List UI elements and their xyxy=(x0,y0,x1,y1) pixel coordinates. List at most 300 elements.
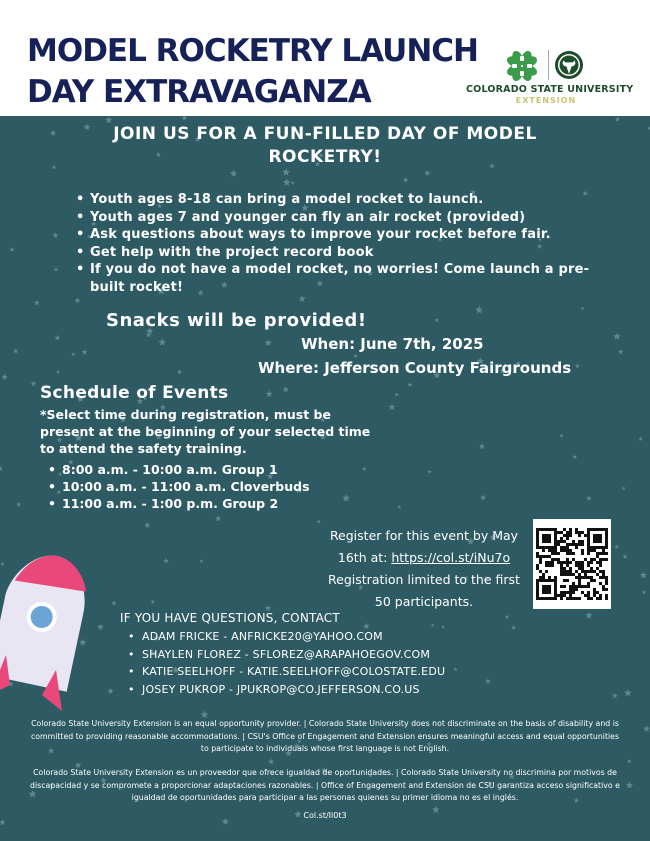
qr-module xyxy=(599,570,602,573)
qr-module xyxy=(563,567,566,570)
event-date: When: June 7th, 2025 xyxy=(301,335,484,353)
nondiscrimination-statement-spanish: Colorado State University Extension es un proveedor que ofrece igualdad de oportunidades. | Colorado State University no discrimina por motivos de discapacidad y se compromete a proporcionar adaptaciones razonables. | Office of Engagement and Extension de CSU garantiza acceso significativo e igualdad de oportunidades para participar a las personas quienes su primer idioma no es el inglés. xyxy=(30,768,620,802)
qr-module xyxy=(557,543,560,546)
star-shape xyxy=(201,711,209,719)
qr-module xyxy=(584,570,587,573)
qr-module xyxy=(569,588,572,591)
logo-extension-text: EXTENSION xyxy=(515,96,577,105)
qr-module xyxy=(560,546,563,549)
qr-module xyxy=(554,588,557,591)
qr-module xyxy=(563,561,566,564)
logo-divider xyxy=(548,50,549,80)
qr-module xyxy=(581,531,584,534)
qr-module xyxy=(578,579,581,582)
star-shape xyxy=(431,623,435,627)
qr-module xyxy=(602,570,605,573)
star-shape xyxy=(199,559,203,563)
star-shape xyxy=(230,170,238,177)
qr-module xyxy=(563,540,566,543)
qr-module xyxy=(587,564,590,567)
star-shape xyxy=(52,232,58,238)
qr-module xyxy=(551,552,554,555)
qr-module xyxy=(569,528,572,531)
qr-module xyxy=(542,540,545,543)
star-shape xyxy=(479,443,485,449)
qr-module xyxy=(593,588,596,591)
qr-module xyxy=(536,534,539,537)
qr-module xyxy=(548,597,551,600)
star-shape xyxy=(428,470,432,474)
qr-module xyxy=(605,546,608,549)
qr-module xyxy=(590,579,593,582)
qr-module xyxy=(572,585,575,588)
qr-module xyxy=(566,573,569,576)
star-shape xyxy=(362,466,367,470)
schedule-item: • 8:00 a.m. - 10:00 a.m. Group 1 xyxy=(48,461,310,478)
qr-module xyxy=(584,534,587,537)
star-shape xyxy=(623,554,628,559)
qr-module xyxy=(605,576,608,579)
qr-module xyxy=(536,597,539,600)
schedule-heading: Schedule of Events xyxy=(40,383,229,403)
qr-module xyxy=(542,591,545,594)
qr-module xyxy=(578,564,581,567)
star-shape xyxy=(0,466,3,471)
qr-module xyxy=(566,534,569,537)
qr-module xyxy=(593,591,596,594)
star-shape xyxy=(282,168,290,176)
qr-module xyxy=(593,540,596,543)
star-shape xyxy=(299,295,306,302)
qr-module xyxy=(593,594,596,597)
qr-module xyxy=(590,597,593,600)
qr-module xyxy=(590,558,593,561)
qr-module xyxy=(605,588,608,591)
star-shape xyxy=(158,338,166,345)
qr-module xyxy=(587,552,590,555)
qr-module xyxy=(539,576,542,579)
qr-module xyxy=(581,591,584,594)
qr-module xyxy=(578,582,581,585)
qr-module xyxy=(554,531,557,534)
qr-module xyxy=(548,549,551,552)
qr-module xyxy=(599,558,602,561)
qr-module xyxy=(548,561,551,564)
star-shape xyxy=(403,177,408,182)
registration-info xyxy=(324,525,524,613)
qr-module xyxy=(575,576,578,579)
qr-module xyxy=(542,546,545,549)
qr-module xyxy=(602,549,605,552)
qr-module xyxy=(605,540,608,543)
intro-headline: JOIN US FOR A FUN-FILLED DAY OF MODEL ROCKETRY! xyxy=(113,124,537,167)
star-shape xyxy=(342,494,350,501)
qr-module xyxy=(551,561,554,564)
qr-module xyxy=(554,537,557,540)
qr-module xyxy=(542,555,545,558)
qr-module xyxy=(536,591,539,594)
qr-module xyxy=(542,537,545,540)
qr-module xyxy=(605,582,608,585)
qr-module xyxy=(584,558,587,561)
four-leaf-clover-icon xyxy=(502,46,542,86)
qr-module xyxy=(569,585,572,588)
star-shape xyxy=(612,693,618,698)
qr-module xyxy=(548,564,551,567)
qr-module xyxy=(596,567,599,570)
qr-module xyxy=(593,528,596,531)
star-shape xyxy=(52,165,57,169)
contact-item: • ADAM FRICKE - ANFRICKE20@YAHOO.COM xyxy=(128,628,445,646)
qr-module xyxy=(539,558,542,561)
qr-module xyxy=(587,543,590,546)
qr-module xyxy=(566,579,569,582)
schedule-note: *Select time during registration, must be present at the beginning of your selected time to attend the safety training. xyxy=(40,407,371,456)
qr-module xyxy=(587,594,590,597)
snacks-note: Snacks will be provided! xyxy=(106,310,367,331)
qr-module xyxy=(566,552,569,555)
qr-module xyxy=(545,546,548,549)
qr-module xyxy=(551,564,554,567)
list-item: • Youth ages 7 and younger can fly an air rocket (provided) xyxy=(76,209,596,227)
star-shape xyxy=(82,349,88,355)
star-shape xyxy=(144,522,150,528)
qr-module xyxy=(590,567,593,570)
schedule-item: • 10:00 a.m. - 11:00 a.m. Cloverbuds xyxy=(48,478,310,495)
qr-module xyxy=(602,588,605,591)
qr-module xyxy=(554,543,557,546)
star-shape xyxy=(581,306,585,310)
qr-module xyxy=(593,570,596,573)
qr-module xyxy=(548,585,551,588)
star-shape xyxy=(177,369,182,374)
qr-module xyxy=(578,531,581,534)
qr-module xyxy=(554,552,557,555)
qr-module xyxy=(560,567,563,570)
star-shape xyxy=(613,333,621,340)
qr-module xyxy=(542,576,545,579)
qr-module xyxy=(548,546,551,549)
qr-module xyxy=(605,558,608,561)
qr-module xyxy=(569,561,572,564)
qr-module xyxy=(590,561,593,564)
qr-module xyxy=(542,528,545,531)
rocket-illustration xyxy=(0,535,86,715)
star-shape xyxy=(642,590,646,594)
qr-module xyxy=(551,528,554,531)
star-shape xyxy=(107,688,113,694)
qr-module xyxy=(605,579,608,582)
qr-module xyxy=(536,594,539,597)
csu-ram-seal-icon xyxy=(554,50,584,80)
qr-module xyxy=(536,567,539,570)
qr-module xyxy=(563,570,566,573)
qr-module xyxy=(536,588,539,591)
qr-module xyxy=(602,558,605,561)
qr-module xyxy=(590,528,593,531)
qr-module xyxy=(545,570,548,573)
qr-module xyxy=(599,534,602,537)
star-shape xyxy=(1,374,7,380)
qr-module xyxy=(587,561,590,564)
qr-module xyxy=(554,546,557,549)
qr-module xyxy=(581,549,584,552)
star-shape xyxy=(618,349,624,354)
qr-module xyxy=(545,585,548,588)
qr-module xyxy=(605,534,608,537)
star-shape xyxy=(283,386,289,392)
qr-module xyxy=(554,576,557,579)
qr-module xyxy=(566,558,569,561)
qr-module xyxy=(587,597,590,600)
qr-module xyxy=(536,537,539,540)
qr-module xyxy=(575,531,578,534)
footer-short-link[interactable]: Col.st/Il0t3 xyxy=(303,811,347,820)
qr-module xyxy=(551,549,554,552)
qr-module xyxy=(563,591,566,594)
star-shape xyxy=(9,247,14,252)
star-shape xyxy=(151,600,155,604)
qr-module xyxy=(578,543,581,546)
qr-module xyxy=(557,561,560,564)
qr-module xyxy=(572,582,575,585)
star-shape xyxy=(395,393,399,397)
qr-module xyxy=(539,555,542,558)
qr-module xyxy=(548,576,551,579)
qr-module xyxy=(560,573,563,576)
star-shape xyxy=(266,390,273,397)
star-shape xyxy=(54,267,58,271)
qr-module xyxy=(596,540,599,543)
qr-module xyxy=(587,576,590,579)
qr-module xyxy=(542,573,545,576)
qr-module xyxy=(599,576,602,579)
qr-module xyxy=(545,528,548,531)
page-title-line-2: DAY EXTRAVAGANZA xyxy=(27,74,371,110)
qr-module xyxy=(596,561,599,564)
qr-module xyxy=(542,579,545,582)
qr-module xyxy=(587,585,590,588)
star-shape xyxy=(626,781,633,788)
qr-module xyxy=(545,591,548,594)
qr-module xyxy=(578,534,581,537)
qr-module xyxy=(569,549,572,552)
qr-module xyxy=(536,552,539,555)
qr-module xyxy=(599,594,602,597)
qr-module xyxy=(593,549,596,552)
qr-module xyxy=(539,579,542,582)
qr-module xyxy=(599,546,602,549)
star-shape xyxy=(283,178,291,186)
qr-module xyxy=(554,585,557,588)
qr-module xyxy=(536,546,539,549)
registration-deadline-text: Register for this event by May 16th at: xyxy=(329,528,519,565)
star-shape xyxy=(112,601,117,606)
qr-module xyxy=(569,573,572,576)
qr-module xyxy=(581,540,584,543)
qr-module xyxy=(566,549,569,552)
qr-module xyxy=(581,567,584,570)
list-item: • Ask questions about ways to improve your rocket before fair. xyxy=(76,226,596,244)
qr-module xyxy=(539,546,542,549)
star-shape xyxy=(56,370,60,374)
qr-module xyxy=(560,564,563,567)
qr-module xyxy=(587,537,590,540)
qr-module xyxy=(572,552,575,555)
qr-module xyxy=(587,540,590,543)
qr-module xyxy=(542,534,545,537)
qr-module xyxy=(536,528,539,531)
qr-module xyxy=(584,585,587,588)
qr-module xyxy=(536,579,539,582)
registration-limit-text: Registration limited to the first 50 participants. xyxy=(328,572,520,609)
qr-module xyxy=(566,591,569,594)
qr-module xyxy=(554,540,557,543)
qr-module xyxy=(548,534,551,537)
qr-module xyxy=(548,591,551,594)
star-shape xyxy=(475,306,483,314)
star-shape xyxy=(55,335,61,340)
qr-module xyxy=(596,537,599,540)
qr-module xyxy=(569,594,572,597)
list-item: • Youth ages 8-18 can bring a model rocket to launch. xyxy=(76,191,596,209)
qr-module xyxy=(605,597,608,600)
contact-item: • SHAYLEN FLOREZ - SFLOREZ@ARAPAHOEGOV.COM xyxy=(128,646,445,664)
qr-module xyxy=(566,570,569,573)
star-shape xyxy=(268,759,274,765)
qr-module xyxy=(539,561,542,564)
star-shape xyxy=(388,404,395,411)
qr-module xyxy=(566,597,569,600)
qr-module xyxy=(605,528,608,531)
qr-module xyxy=(536,555,539,558)
qr-module xyxy=(536,543,539,546)
qr-module xyxy=(575,543,578,546)
activity-bullet-list xyxy=(76,191,596,296)
qr-module xyxy=(548,555,551,558)
qr-module xyxy=(596,534,599,537)
qr-module xyxy=(563,573,566,576)
qr-module xyxy=(563,585,566,588)
qr-module xyxy=(566,543,569,546)
star-shape xyxy=(13,348,18,353)
qr-module xyxy=(575,585,578,588)
qr-module xyxy=(584,594,587,597)
qr-module xyxy=(563,579,566,582)
qr-module xyxy=(557,594,560,597)
qr-module xyxy=(575,528,578,531)
qr-module xyxy=(545,564,548,567)
qr-module xyxy=(599,561,602,564)
qr-module xyxy=(542,549,545,552)
qr-module xyxy=(578,585,581,588)
qr-module xyxy=(593,558,596,561)
nondiscrimination-statement-english: Colorado State University Extension is an equal opportunity provider. | Colorado State University does not discriminate on the basis of disability and is committed to providing reasonable accommodations. | CSU's Office of Engagement and Extension ensures meaningful access and equal opportunities to participate to individuals whose first language is not English. xyxy=(30,719,620,753)
star-shape xyxy=(615,117,620,122)
star-shape xyxy=(163,558,169,563)
qr-module xyxy=(581,570,584,573)
qr-module xyxy=(587,591,590,594)
qr-module xyxy=(551,558,554,561)
qr-module xyxy=(599,552,602,555)
qr-module xyxy=(548,528,551,531)
qr-module xyxy=(566,537,569,540)
qr-module xyxy=(572,597,575,600)
qr-module xyxy=(563,546,566,549)
qr-module xyxy=(542,588,545,591)
qr-module xyxy=(605,537,608,540)
star-shape xyxy=(627,759,632,764)
qr-module xyxy=(596,552,599,555)
star-shape xyxy=(215,515,221,521)
qr-module xyxy=(545,537,548,540)
contact-item: • JOSEY PUKROP - JPUKROP@CO.JEFFERSON.CO.US xyxy=(128,681,445,699)
qr-module xyxy=(602,576,605,579)
star-shape xyxy=(585,612,592,619)
qr-module xyxy=(560,561,563,564)
qr-code-icon[interactable] xyxy=(533,519,611,609)
star-shape xyxy=(480,495,486,501)
contact-list xyxy=(128,628,445,698)
qr-module xyxy=(590,546,593,549)
qr-module xyxy=(554,594,557,597)
qr-module xyxy=(593,534,596,537)
star-shape xyxy=(97,624,104,630)
qr-module xyxy=(563,549,566,552)
star-shape xyxy=(265,339,272,346)
star-shape xyxy=(640,572,647,579)
qr-module xyxy=(569,543,572,546)
qr-module xyxy=(569,567,572,570)
qr-module xyxy=(575,588,578,591)
contact-heading: IF YOU HAVE QUESTIONS, CONTACT xyxy=(120,611,340,625)
qr-module xyxy=(554,597,557,600)
page-title-line-1: MODEL ROCKETRY LAUNCH xyxy=(27,33,478,69)
qr-module xyxy=(575,564,578,567)
qr-module xyxy=(569,534,572,537)
qr-module xyxy=(536,564,539,567)
qr-module xyxy=(566,561,569,564)
qr-module xyxy=(572,573,575,576)
qr-module xyxy=(578,573,581,576)
star-shape xyxy=(586,495,592,500)
qr-module xyxy=(587,549,590,552)
star-shape xyxy=(575,364,580,369)
qr-module xyxy=(554,582,557,585)
star-shape xyxy=(16,502,21,507)
qr-module xyxy=(545,579,548,582)
qr-module xyxy=(557,531,560,534)
event-location: Where: Jefferson County Fairgrounds xyxy=(258,359,572,377)
qr-module xyxy=(596,573,599,576)
qr-module xyxy=(599,564,602,567)
star-shape xyxy=(624,689,632,696)
qr-module xyxy=(590,570,593,573)
qr-code-graphic xyxy=(533,519,611,609)
star-shape xyxy=(71,352,75,356)
qr-module xyxy=(539,570,542,573)
qr-module xyxy=(566,531,569,534)
star-shape xyxy=(50,130,56,136)
qr-module xyxy=(557,540,560,543)
qr-module xyxy=(548,588,551,591)
registration-link[interactable]: https://col.st/iNu7o xyxy=(391,550,511,565)
qr-module xyxy=(572,588,575,591)
qr-module xyxy=(563,534,566,537)
qr-module xyxy=(575,561,578,564)
qr-module xyxy=(560,594,563,597)
qr-module xyxy=(587,531,590,534)
